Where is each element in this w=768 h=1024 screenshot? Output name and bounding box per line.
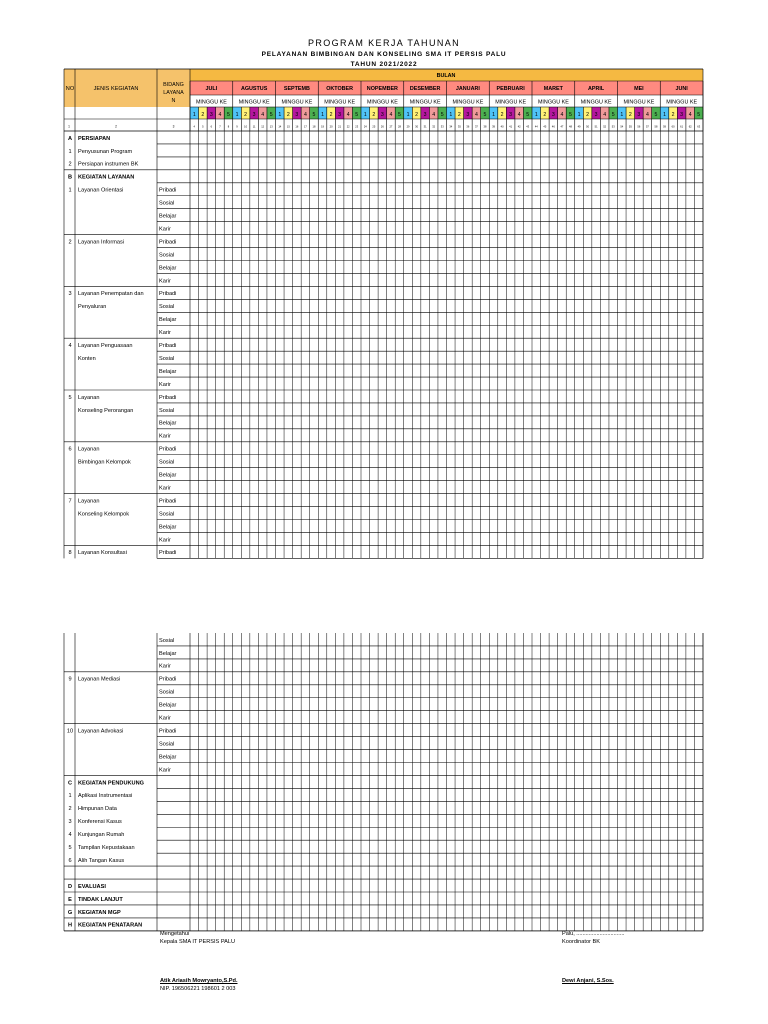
col-number: 17 [303, 125, 307, 129]
col-number: 56 [637, 125, 641, 129]
col-number: 6 [210, 125, 213, 129]
week-number: 5 [398, 112, 401, 118]
week-number: 4 [389, 112, 393, 118]
row-jenis: KEGIATAN PENDUKUNG [78, 780, 144, 787]
row-no: E [68, 896, 72, 903]
col-number: 58 [654, 125, 658, 129]
row-no: 1 [68, 793, 72, 800]
col-number: 48 [569, 125, 572, 129]
col-number: 55 [628, 125, 632, 129]
col-number: 50 [586, 125, 590, 129]
row-jenis: Konseling Kelompok [78, 511, 129, 518]
row-jenis: Aplikasi Instrumentasi [78, 793, 133, 800]
minggu-label: MINGGU KE [666, 99, 698, 106]
row-bidang: Karir [159, 381, 171, 388]
row-bidang: Pribadi [159, 498, 177, 505]
col-number: 45 [543, 125, 547, 129]
month-label: MEI [634, 86, 644, 92]
row-no: 1 [68, 187, 72, 194]
minggu-label: MINGGU KE [537, 99, 569, 106]
week-number: 1 [321, 112, 324, 118]
row-bidang: Pribadi [159, 676, 177, 683]
col-number: 7 [219, 125, 221, 129]
col-number: 21 [338, 125, 342, 129]
week-number: 1 [663, 112, 666, 118]
col-number: 1 [68, 124, 70, 129]
week-number: 3 [380, 112, 384, 118]
row-jenis: Bimbingan Kelompok [78, 459, 131, 466]
col-number: 12 [261, 125, 265, 129]
row-no: 9 [68, 676, 72, 683]
month-label: NOPEMBER [366, 86, 398, 92]
row-no: G [67, 909, 73, 916]
col-number: 34 [449, 125, 453, 129]
week-number: 1 [620, 112, 624, 118]
row-jenis: Penyaluran [78, 304, 107, 311]
row-jenis: Layanan [78, 394, 100, 401]
row-jenis: Layanan Penempatan dan [78, 291, 144, 298]
row-bidang: Belajar [159, 702, 177, 709]
col-number: 22 [346, 125, 350, 129]
row-bidang: Karir [159, 330, 171, 337]
row-jenis: Himpunan Data [78, 806, 117, 813]
minggu-label: MINGGU KE [324, 99, 356, 106]
week-number: 4 [218, 112, 222, 118]
row-bidang: Belajar [159, 650, 177, 657]
row-jenis: Layanan Advokasi [78, 728, 124, 735]
signature-left-name: Atik Ariasih Mowryanto,S.Pd. [160, 978, 238, 984]
row-bidang: Belajar [159, 213, 177, 220]
col-number: 41 [509, 125, 513, 129]
row-bidang: Sosial [159, 637, 175, 644]
week-number: 1 [449, 112, 453, 118]
week-number: 3 [551, 112, 555, 118]
week-number: 5 [611, 112, 615, 118]
header-bidang-3: N [171, 98, 176, 104]
week-number: 1 [278, 112, 282, 118]
row-jenis: KEGIATAN LAYANAN [78, 174, 135, 181]
minggu-label: MINGGU KE [238, 99, 270, 106]
col-number: 26 [380, 125, 384, 129]
week-number: 5 [269, 112, 273, 118]
row-bidang: Karir [159, 767, 171, 774]
col-number: 38 [483, 125, 487, 129]
week-number: 3 [295, 112, 299, 118]
month-label: JULI [205, 86, 218, 92]
week-number: 5 [227, 112, 230, 118]
month-label: MARET [543, 86, 563, 92]
col-number: 40 [500, 125, 504, 129]
row-bidang: Belajar [159, 524, 177, 531]
col-number: 14 [278, 125, 282, 129]
row-no: 10 [66, 728, 74, 735]
minggu-label: MINGGU KE [195, 99, 227, 106]
header-bulan: BULAN [436, 73, 456, 79]
week-number: 5 [569, 112, 572, 118]
minggu-label: MINGGU KE [623, 99, 655, 106]
col-number: 29 [406, 125, 410, 129]
minggu-label: MINGGU KE [281, 99, 313, 106]
week-number: 3 [466, 112, 470, 118]
header-no: NO [65, 86, 75, 92]
col-number: 46 [551, 125, 555, 129]
week-number: 1 [192, 112, 196, 118]
row-bidang: Sosial [159, 407, 175, 414]
week-number: 4 [432, 112, 436, 118]
week-number: 2 [543, 112, 547, 118]
week-number: 2 [586, 112, 590, 118]
col-number: 13 [269, 125, 273, 129]
row-jenis: Layanan Penguasaan [78, 343, 133, 350]
col-number: 25 [372, 125, 376, 129]
month-label: PEBRUARI [496, 86, 525, 92]
signature-right-line1: Palu, ............................... [562, 931, 625, 937]
week-number: 4 [261, 112, 265, 118]
row-bidang: Pribadi [159, 394, 177, 401]
week-number: 5 [483, 112, 487, 118]
col-number: 24 [363, 125, 367, 129]
header-jenis: JENIS KEGIATAN [93, 86, 139, 92]
week-number: 4 [346, 112, 350, 118]
minggu-label: MINGGU KE [366, 99, 398, 106]
week-number: 5 [440, 112, 444, 118]
minggu-label: MINGGU KE [409, 99, 441, 106]
week-number: 2 [415, 112, 419, 118]
row-bidang: Belajar [159, 317, 177, 324]
col-number: 19 [321, 125, 324, 129]
row-bidang: Sosial [159, 252, 175, 259]
row-bidang: Pribadi [159, 187, 177, 194]
week-number: 2 [329, 112, 333, 118]
row-bidang: Pribadi [159, 550, 177, 557]
week-number: 3 [209, 112, 213, 118]
col-number: 52 [603, 125, 607, 129]
col-number: 62 [688, 125, 692, 129]
week-number: 3 [252, 112, 256, 118]
row-bidang: Karir [159, 715, 171, 722]
col-number: 8 [227, 125, 230, 129]
week-number: 5 [526, 112, 530, 118]
row-bidang: Pribadi [159, 446, 177, 453]
header-bidang-2: LAYANA [163, 90, 184, 96]
week-number: 4 [560, 112, 564, 118]
week-number: 5 [312, 112, 316, 118]
row-jenis: KEGIATAN MGP [78, 909, 121, 916]
row-bidang: Karir [159, 485, 171, 492]
row-jenis: Konseling Perorangan [78, 407, 134, 414]
col-number: 39 [492, 125, 495, 129]
signature-left-nip: NIP. 196506221 198601 2 003 [160, 986, 236, 992]
col-number: 16 [295, 125, 299, 129]
week-number: 2 [372, 112, 376, 118]
row-no: H [67, 922, 73, 929]
week-number: 1 [235, 112, 239, 118]
row-jenis: Kunjungan Rumah [78, 832, 125, 839]
row-bidang: Sosial [159, 689, 175, 696]
row-jenis: KEGIATAN PENATARAN [78, 922, 143, 929]
row-no: 8 [68, 550, 72, 557]
week-number: 2 [500, 112, 504, 118]
week-number: 2 [201, 112, 205, 118]
row-bidang: Belajar [159, 368, 177, 375]
col-number: 23 [355, 125, 359, 129]
row-bidang: Pribadi [159, 343, 177, 350]
row-bidang: Pribadi [159, 239, 177, 246]
week-number: 1 [577, 112, 581, 118]
row-jenis: Layanan Orientasi [78, 187, 124, 194]
row-no: 1 [68, 148, 72, 155]
minggu-label: MINGGU KE [580, 99, 612, 106]
row-jenis: TINDAK LANJUT [78, 896, 123, 903]
week-number: 1 [363, 112, 367, 118]
col-number: 15 [286, 125, 290, 129]
week-number: 3 [423, 112, 427, 118]
row-jenis: Konten [78, 355, 96, 362]
document-title: PROGRAM KERJA TAHUNAN [307, 38, 461, 48]
col-number: 36 [466, 125, 470, 129]
row-no: 7 [68, 498, 72, 505]
minggu-label: MINGGU KE [452, 99, 484, 106]
row-jenis: Layanan Mediasi [78, 676, 121, 683]
row-bidang: Karir [159, 226, 171, 233]
minggu-label: MINGGU KE [495, 99, 527, 106]
row-no: D [67, 883, 73, 890]
week-number: 4 [474, 112, 478, 118]
row-jenis: Penyusunan Program [78, 148, 133, 155]
week-number: 5 [654, 112, 658, 118]
signature-right [562, 930, 624, 985]
row-no: 6 [68, 446, 72, 453]
week-number: 4 [645, 112, 649, 118]
col-number: 53 [611, 125, 615, 129]
month-label: APRIL [588, 86, 605, 92]
col-number: 9 [236, 125, 238, 129]
col-number: 27 [389, 125, 393, 129]
row-bidang: Karir [159, 278, 171, 285]
week-number: 2 [457, 112, 461, 118]
header-bidang-1: BIDANG [163, 82, 184, 88]
week-number: 2 [628, 112, 632, 118]
week-number: 2 [244, 112, 248, 118]
signature-right-line2: Koordinator BK [562, 939, 600, 945]
row-no: 2 [68, 239, 72, 246]
row-bidang: Pribadi [159, 291, 177, 298]
row-bidang: Sosial [159, 741, 175, 748]
col-number: 10 [244, 125, 248, 129]
row-bidang: Karir [159, 663, 171, 670]
month-label: OKTOBER [326, 86, 354, 92]
week-number: 5 [697, 112, 701, 118]
week-number: 4 [303, 112, 307, 118]
col-number: 60 [671, 125, 675, 129]
row-jenis: Layanan Konsultasi [78, 550, 127, 557]
signature-left-line2: Kepala SMA IT PERSIS PALU [160, 939, 236, 945]
month-label: JANUARI [455, 86, 480, 92]
col-number: 20 [329, 125, 333, 129]
col-number: 4 [193, 125, 196, 129]
row-jenis: Layanan Informasi [78, 239, 125, 246]
col-number: 61 [680, 125, 684, 129]
col-number: 57 [645, 125, 649, 129]
row-no: 4 [68, 343, 72, 350]
week-number: 3 [509, 112, 513, 118]
row-no: 3 [68, 291, 72, 298]
signature-right-name: Dewi Anjani, S.Sos. [562, 978, 614, 984]
col-number: 3 [172, 124, 175, 129]
month-label: DESEMBER [409, 86, 441, 92]
signature-left-line1: Mengetahui [160, 931, 190, 937]
col-number: 42 [517, 125, 521, 129]
week-number: 1 [406, 112, 410, 118]
document-subtitle: PELAYANAN BIMBINGAN DAN KONSELING SMA IT PERSIS PALU [261, 51, 507, 58]
col-number: 49 [577, 125, 581, 129]
week-number: 3 [637, 112, 641, 118]
month-label: AGUSTUS [240, 86, 268, 92]
row-bidang: Belajar [159, 420, 177, 427]
row-jenis: Layanan [78, 498, 100, 505]
col-number: 28 [398, 125, 401, 129]
row-bidang: Karir [159, 433, 171, 440]
row-jenis: EVALUASI [78, 883, 106, 890]
row-bidang: Sosial [159, 355, 175, 362]
col-number: 32 [432, 125, 436, 129]
row-no: A [67, 135, 73, 142]
col-number: 47 [560, 125, 564, 129]
row-jenis: Konferensi Kasus [78, 819, 122, 826]
week-number: 4 [517, 112, 521, 118]
row-bidang: Pribadi [159, 728, 177, 735]
week-number: 2 [286, 112, 290, 118]
week-number: 4 [603, 112, 607, 118]
col-number: 43 [526, 125, 530, 129]
document-year: TAHUN 2021/2022 [350, 61, 418, 68]
row-bidang: Sosial [159, 459, 175, 466]
row-jenis: Tampilan Kepustakaan [78, 845, 135, 852]
month-label: JUNI [675, 86, 688, 92]
col-number: 51 [594, 125, 598, 129]
row-jenis: Persiapan instrumen BK [78, 161, 139, 168]
col-number: 44 [534, 125, 538, 129]
row-no: 5 [68, 394, 72, 401]
col-number: 18 [312, 125, 316, 129]
col-number: 31 [423, 125, 427, 129]
col-number: 33 [440, 125, 444, 129]
row-no: 3 [68, 819, 72, 826]
week-number: 5 [355, 112, 359, 118]
week-number: 2 [671, 112, 675, 118]
row-bidang: Belajar [159, 754, 177, 761]
row-no: 2 [68, 161, 72, 168]
row-jenis: Layanan [78, 446, 100, 453]
row-bidang: Sosial [159, 511, 175, 518]
col-number: 54 [620, 125, 624, 129]
col-number: 37 [474, 125, 478, 129]
row-no: 2 [68, 806, 72, 813]
row-no: 6 [68, 857, 72, 864]
week-number: 3 [594, 112, 598, 118]
week-number: 1 [492, 112, 495, 118]
row-bidang: Belajar [159, 265, 177, 272]
row-bidang: Sosial [159, 200, 175, 207]
row-bidang: Karir [159, 537, 171, 544]
row-no: 4 [68, 832, 72, 839]
col-number: 59 [663, 125, 666, 129]
row-bidang: Belajar [159, 472, 177, 479]
row-no: 5 [68, 845, 72, 852]
row-jenis: Alih Tangan Kasus [78, 857, 125, 864]
col-number: 11 [252, 125, 256, 129]
month-label: SEPTEMB [283, 86, 310, 92]
col-number: 35 [457, 125, 461, 129]
col-number: 30 [415, 125, 419, 129]
week-number: 4 [688, 112, 692, 118]
week-number: 3 [680, 112, 684, 118]
row-bidang: Sosial [159, 304, 175, 311]
col-number: 2 [115, 124, 117, 129]
col-number: 5 [202, 125, 204, 129]
signature-left [160, 930, 238, 993]
col-number: 63 [697, 125, 701, 129]
week-number: 3 [338, 112, 342, 118]
week-number: 1 [534, 112, 538, 118]
row-no: C [67, 780, 73, 787]
row-no: B [67, 174, 73, 181]
row-jenis: PERSIAPAN [78, 135, 111, 142]
